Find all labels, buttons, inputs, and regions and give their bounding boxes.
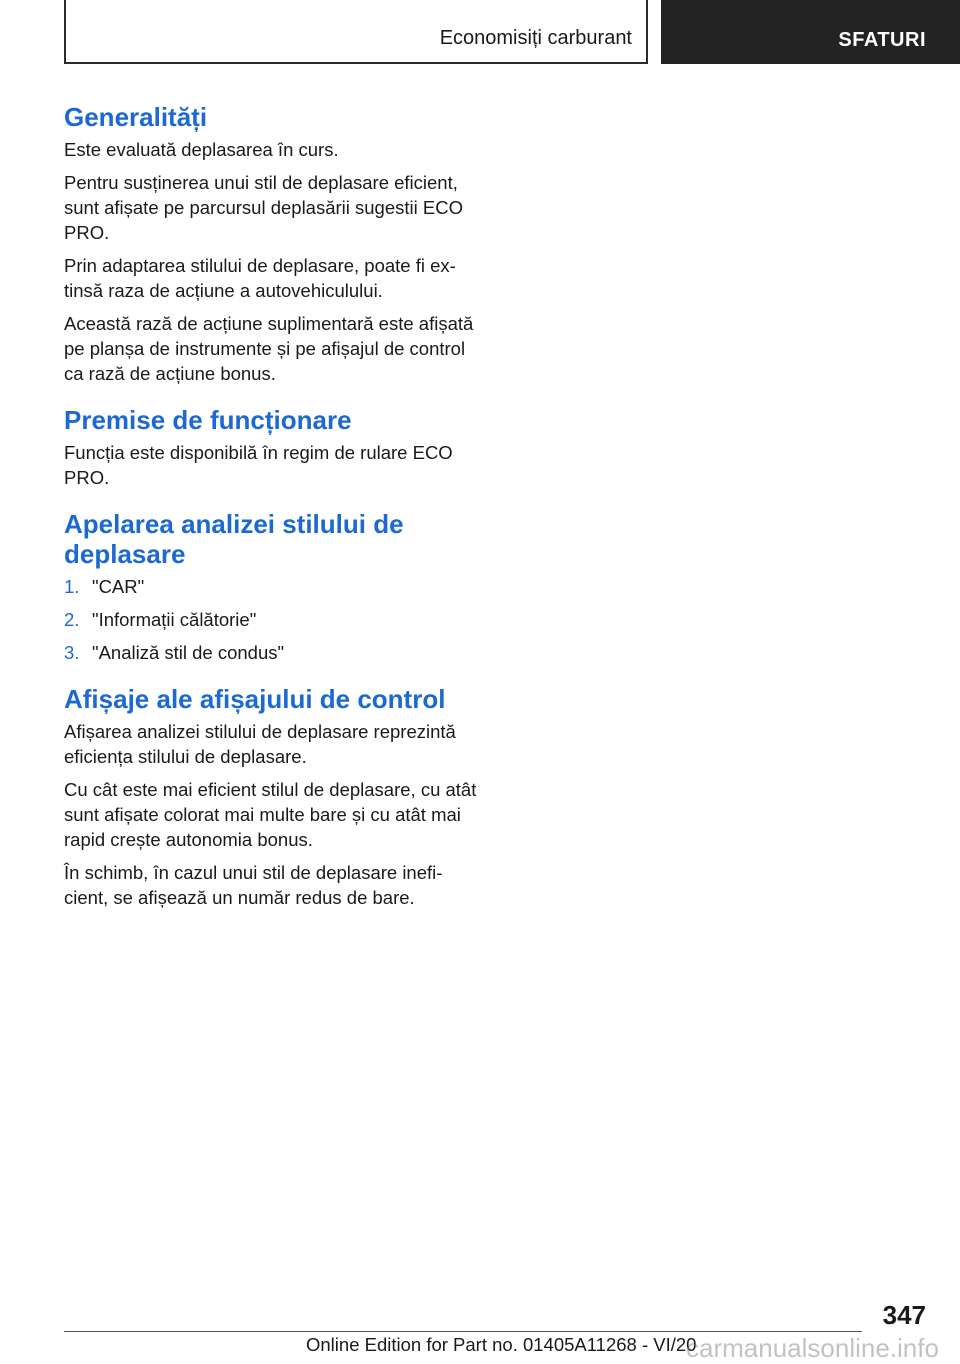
paragraph: Prin adaptarea stilului de deplasare, poate fi ex‐ tinsă raza de acțiune a autovehiculului. — [64, 255, 456, 301]
step-number: 3. — [64, 642, 80, 663]
page-number: 347 — [882, 1300, 926, 1330]
section-heading: Apelarea analizei stilului de deplasare — [64, 509, 404, 569]
paragraph: În schimb, în cazul unui stil de deplasare inefi‐ cient, se afișează un număr redus de bare. — [64, 862, 443, 908]
section-display — [64, 684, 484, 910]
step-text: "Informații călătorie" — [92, 609, 257, 630]
paragraph: Este evaluată deplasarea în curs. — [64, 139, 339, 160]
list-item — [64, 640, 484, 665]
header-title: Economisiți carburant — [439, 27, 632, 49]
page-content — [64, 102, 484, 929]
watermark: carmanualsonline.info — [686, 1333, 939, 1363]
paragraph: Afișarea analizei stilului de deplasare reprezintă eficiența stilului de deplasare. — [64, 721, 456, 767]
steps-list — [64, 574, 484, 665]
section-general — [64, 102, 484, 386]
section-heading: Generalități — [64, 102, 208, 132]
section-call-analysis — [64, 509, 484, 665]
step-number: 2. — [64, 609, 80, 630]
header-title-box — [64, 0, 648, 64]
list-item — [64, 607, 484, 632]
list-item — [64, 574, 484, 599]
step-text: "Analiză stil de condus" — [92, 642, 285, 663]
section-prerequisites — [64, 405, 484, 490]
footer-edition: Online Edition for Part no. 01405A11268 - VI/20 — [306, 1334, 697, 1355]
header-section-label: SFATURI — [838, 29, 926, 51]
step-text: "CAR" — [92, 576, 145, 597]
paragraph: Pentru susținerea unui stil de deplasare eficient, sunt afișate pe parcursul deplasării sugestii ECO PRO. — [64, 172, 463, 243]
footer-divider — [64, 1331, 862, 1332]
section-heading: Premise de funcționare — [64, 405, 352, 435]
section-heading: Afișaje ale afișajului de control — [64, 684, 446, 714]
paragraph: Funcția este disponibilă în regim de rulare ECO PRO. — [64, 442, 453, 488]
paragraph: Această rază de acțiune suplimentară este afișată pe planșa de instrumente și pe afișajul de control ca rază de acțiune bonus. — [64, 313, 474, 384]
header-section-tab — [661, 0, 960, 64]
step-number: 1. — [64, 576, 80, 597]
paragraph: Cu cât este mai eficient stilul de deplasare, cu atât sunt afișate colorat mai multe bare și cu atât mai rapid crește autonomia bonus. — [64, 779, 477, 850]
